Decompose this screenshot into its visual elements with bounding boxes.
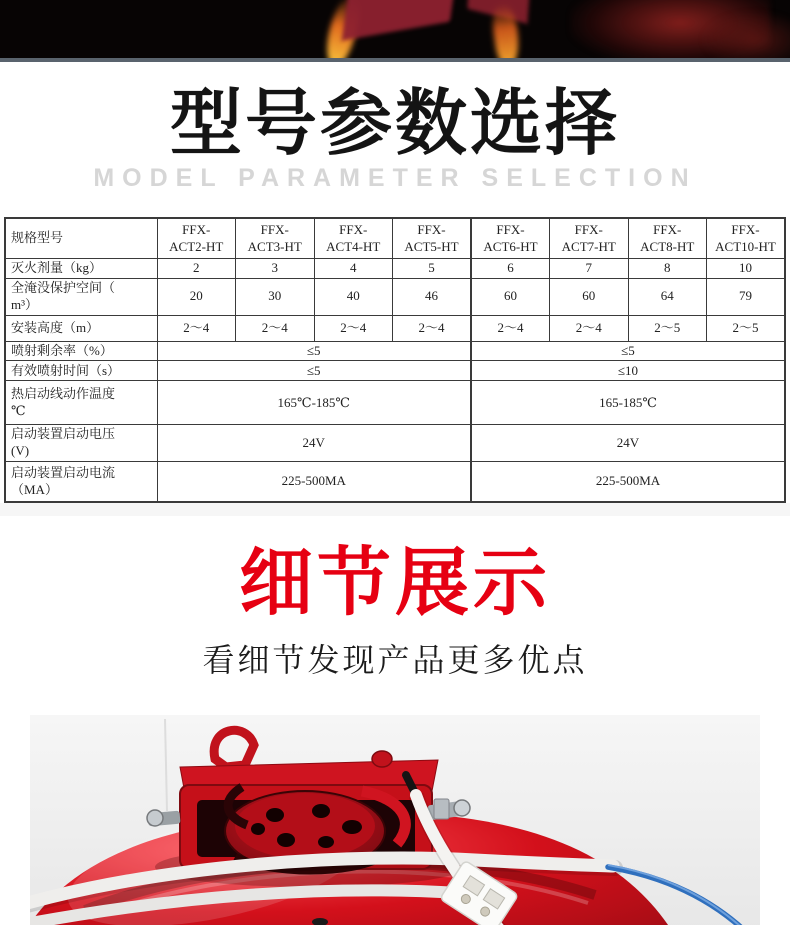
ember-shape — [342, 0, 459, 41]
spec-cell: 2～4 — [393, 315, 472, 341]
spec-cell: 30 — [236, 278, 315, 315]
spec-row — [5, 278, 785, 315]
spec-cell-merged-right: ≤5 — [471, 341, 785, 361]
spec-header-label: 规格型号 — [5, 218, 157, 258]
spec-row — [5, 462, 785, 502]
spec-row — [5, 381, 785, 425]
spec-model-header: FFX- ACT4-HT — [314, 218, 393, 258]
page-title: 型号参数选择 — [169, 84, 620, 164]
spec-row-label: 有效喷射时间（s） — [5, 361, 157, 381]
spec-cell: 5 — [393, 258, 472, 278]
spec-row — [5, 361, 785, 381]
spec-cell: 4 — [314, 258, 393, 278]
spec-cell: 2～4 — [236, 315, 315, 341]
detail-section-header — [0, 540, 790, 682]
spec-table — [4, 217, 786, 502]
table-shadow-strip — [0, 503, 790, 516]
spec-cell: 10 — [707, 258, 786, 278]
spec-cell: 2～4 — [550, 315, 629, 341]
spec-cell-merged-right: 24V — [471, 425, 785, 462]
product-photo — [30, 715, 760, 925]
spec-table-body — [5, 218, 785, 501]
spec-cell: 2～5 — [628, 315, 707, 341]
spec-cell-merged-right: 225-500MA — [471, 462, 785, 502]
spec-cell: 7 — [550, 258, 629, 278]
spec-model-header: FFX- ACT8-HT — [628, 218, 707, 258]
spec-cell-merged-left: 225-500MA — [157, 462, 471, 502]
detail-section-subtitle: 看细节发现产品更多优点 — [202, 642, 588, 679]
spec-cell: 2～4 — [157, 315, 236, 341]
spec-cell-merged-left: ≤5 — [157, 361, 471, 381]
spec-cell: 2～5 — [707, 315, 786, 341]
spec-row-label: 灭火剂量（kg） — [5, 258, 157, 278]
spec-cell: 6 — [471, 258, 550, 278]
detail-section-title: 细节展示 — [239, 540, 551, 624]
spec-row — [5, 341, 785, 361]
spec-cell: 2～4 — [314, 315, 393, 341]
spec-cell: 60 — [471, 278, 550, 315]
spec-cell: 79 — [707, 278, 786, 315]
page-subtitle-en: MODEL PARAMETER SELECTION — [93, 164, 697, 193]
spec-row — [5, 425, 785, 462]
spec-cell: 64 — [628, 278, 707, 315]
spec-cell: 60 — [550, 278, 629, 315]
spec-model-header: FFX- ACT6-HT — [471, 218, 550, 258]
spec-cell: 3 — [236, 258, 315, 278]
spec-cell: 8 — [628, 258, 707, 278]
spec-row-label: 喷射剩余率（%） — [5, 341, 157, 361]
spec-row-label: 启动装置启动电流 （MA） — [5, 462, 157, 502]
fire-extinguisher-photo — [30, 715, 760, 925]
spec-cell-merged-left: ≤5 — [157, 341, 471, 361]
spec-cell: 40 — [314, 278, 393, 315]
spec-cell-merged-right: 165-185℃ — [471, 381, 785, 425]
spec-model-header: FFX- ACT3-HT — [236, 218, 315, 258]
spec-model-header: FFX- ACT5-HT — [393, 218, 472, 258]
spec-cell: 46 — [393, 278, 472, 315]
spec-cell-merged-left: 165℃-185℃ — [157, 381, 471, 425]
spec-row — [5, 258, 785, 278]
bracket-knob — [372, 751, 392, 767]
spec-cell: 2～4 — [471, 315, 550, 341]
spec-cell: 2 — [157, 258, 236, 278]
hero-flame-banner — [0, 0, 790, 62]
spec-model-header: FFX- ACT10-HT — [707, 218, 786, 258]
spec-row — [5, 315, 785, 341]
spec-model-header: FFX- ACT7-HT — [550, 218, 629, 258]
spec-model-header: FFX- ACT2-HT — [157, 218, 236, 258]
spec-cell: 20 — [157, 278, 236, 315]
ember-glow — [700, 10, 790, 62]
spec-cell-merged-left: 24V — [157, 425, 471, 462]
spec-row-label: 热启动线动作温度 ℃ — [5, 381, 157, 425]
bolt-left — [147, 810, 181, 826]
spec-row-label: 安装高度（m） — [5, 315, 157, 341]
model-parameter-section-header — [0, 62, 790, 193]
spec-header-row — [5, 218, 785, 258]
spec-row-label: 启动装置启动电压 (V) — [5, 425, 157, 462]
spec-cell-merged-right: ≤10 — [471, 361, 785, 381]
spec-row-label: 全淹没保护空间（ m³） — [5, 278, 157, 315]
